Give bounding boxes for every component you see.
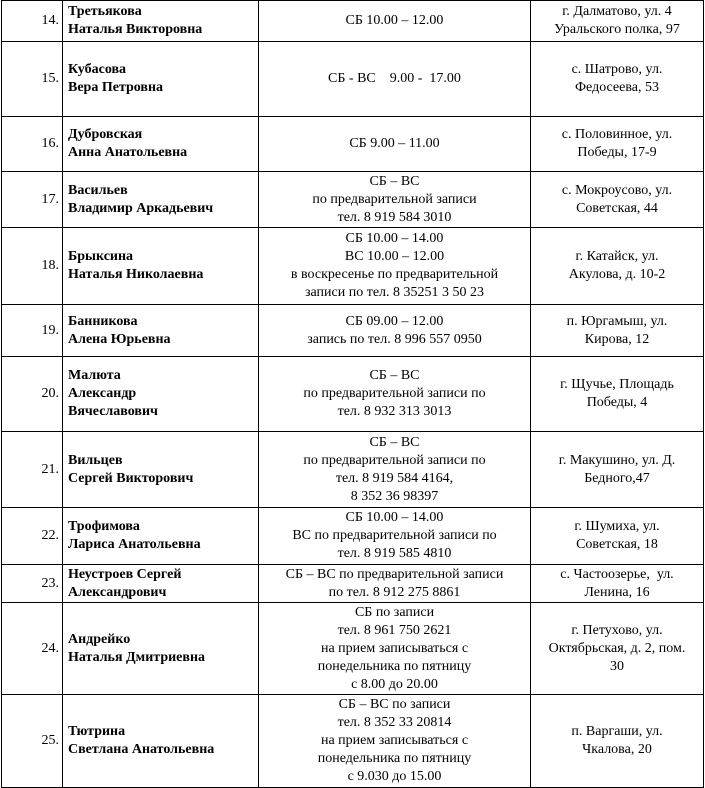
name-line: Лариса Анатольевна: [68, 537, 201, 552]
name-line: Банникова: [68, 313, 138, 329]
name-line: Васильев: [68, 182, 128, 198]
address-line: Советская, 18: [576, 537, 658, 552]
reception-schedule: [259, 305, 531, 357]
person-name: [63, 695, 259, 788]
table-row: [2, 172, 704, 228]
table-row: [2, 565, 704, 603]
address-line: 30: [610, 658, 624, 674]
reception-schedule: [259, 42, 531, 117]
table-row: [2, 117, 704, 172]
schedule-line: СБ - ВС 9.00 - 17.00: [328, 71, 461, 86]
name-line: Вильцев: [68, 452, 123, 468]
address: [531, 42, 704, 117]
name-line: Андрейко: [68, 631, 131, 647]
table-row: [2, 305, 704, 357]
address-line: г. Катайск, ул.: [575, 249, 659, 264]
person-name: [63, 603, 259, 695]
address-line: с. Частоозерье, ул.: [560, 566, 674, 582]
schedule-line: по тел. 8 912 275 8861: [328, 584, 461, 600]
reception-schedule: [259, 228, 531, 305]
schedule-line: ВС по предварительной записи по: [292, 528, 497, 543]
address: [531, 1, 704, 42]
schedule-line: на прием записываться с: [320, 733, 469, 748]
name-line: Владимир Аркадьевич: [68, 200, 214, 216]
address-line: Уральского полка, 97: [554, 22, 680, 37]
address-line: Чкалова, 20: [582, 742, 652, 757]
schedule-line: с 8.00 до 20.00: [351, 676, 438, 692]
person-name: [63, 508, 259, 565]
name-line: Брыксина: [68, 249, 134, 264]
reception-schedule: [259, 172, 531, 228]
address: [531, 565, 704, 603]
schedule-line: СБ 09.00 – 12.00: [345, 313, 444, 329]
address-line: г. Далматово, ул. 4: [562, 4, 672, 19]
schedule-line: тел. 8 919 584 4164,: [335, 470, 454, 486]
reception-schedule: [259, 432, 531, 508]
address-line: г. Щучье, Площадь: [560, 377, 674, 392]
name-line: Наталья Николаевна: [68, 267, 204, 282]
person-name: [63, 117, 259, 172]
table-row: [2, 42, 704, 117]
address-line: г. Макушино, ул. Д.: [558, 452, 676, 468]
name-line: Вячеславович: [68, 404, 158, 419]
schedule-line: СБ – ВС: [369, 434, 420, 450]
name-line: Неустроев Сергей: [68, 566, 182, 582]
row-number: 17.: [2, 172, 63, 228]
schedule-line: СБ – ВС: [369, 368, 420, 383]
schedule-line: на прием записываться с: [320, 640, 469, 656]
address-line: п. Варгаши, ул.: [571, 724, 663, 739]
address-line: Победы, 4: [586, 395, 648, 410]
table-row: [2, 508, 704, 565]
schedule-line: ВС 10.00 – 12.00: [344, 249, 445, 264]
name-line: Наталья Дмитриевна: [68, 649, 206, 665]
person-name: [63, 305, 259, 357]
schedule-line: записи по тел. 8 35251 3 50 23: [304, 285, 485, 300]
schedule-line: по предварительной записи по: [303, 452, 486, 468]
row-number: 20.: [2, 357, 63, 432]
reception-schedule: [259, 117, 531, 172]
address-line: г. Шумиха, ул.: [574, 519, 660, 534]
schedule-line: с 9.030 до 15.00: [347, 769, 442, 784]
schedule-table: [1, 0, 704, 788]
address: [531, 305, 704, 357]
schedule-line: СБ 9.00 – 11.00: [349, 136, 440, 151]
row-number: 21.: [2, 432, 63, 508]
row-number: 25.: [2, 695, 63, 788]
schedule-line: СБ по записи: [354, 604, 435, 620]
address-line: Федосеева, 53: [574, 80, 659, 95]
address-line: г. Петухово, ул.: [571, 622, 663, 638]
address: [531, 172, 704, 228]
schedule-line: СБ 10.00 – 14.00: [345, 231, 444, 246]
row-number: 22.: [2, 508, 63, 565]
schedule-line: СБ 10.00 – 12.00: [345, 13, 444, 28]
reception-schedule: [259, 603, 531, 695]
address: [531, 357, 704, 432]
row-number: 24.: [2, 603, 63, 695]
schedule-line: тел. 8 919 584 3010: [337, 209, 452, 225]
name-line: Вера Петровна: [68, 80, 164, 95]
address-line: Бедного,47: [584, 470, 650, 486]
row-number: 15.: [2, 42, 63, 117]
table-row: [2, 357, 704, 432]
address: [531, 695, 704, 788]
address-line: п. Юргамыш, ул.: [566, 313, 668, 329]
schedule-line: понедельника по пятницу: [317, 751, 472, 766]
person-name: [63, 172, 259, 228]
address-line: Кирова, 12: [584, 331, 650, 347]
table-row: [2, 432, 704, 508]
person-name: [63, 1, 259, 42]
name-line: Тютрина: [68, 724, 126, 739]
name-line: Трофимова: [68, 519, 140, 534]
name-line: Александрович: [68, 584, 167, 600]
reception-schedule: [259, 357, 531, 432]
row-number: 14.: [2, 1, 63, 42]
schedule-line: тел. 8 932 313 3013: [337, 404, 452, 419]
name-line: Малюта: [68, 368, 121, 383]
address-line: Ленина, 16: [584, 584, 650, 600]
row-number: 23.: [2, 565, 63, 603]
name-line: Алена Юрьевна: [68, 331, 171, 347]
reception-schedule: [259, 695, 531, 788]
address: [531, 117, 704, 172]
name-line: Сергей Викторович: [68, 470, 194, 486]
schedule-line: СБ – ВС по предварительной записи: [285, 566, 504, 582]
reception-schedule: [259, 508, 531, 565]
address: [531, 508, 704, 565]
table-row: [2, 695, 704, 788]
reception-schedule: [259, 565, 531, 603]
table-body: [2, 1, 704, 788]
person-name: [63, 42, 259, 117]
person-name: [63, 357, 259, 432]
table-row: [2, 603, 704, 695]
schedule-line: тел. 8 352 33 20814: [337, 715, 452, 730]
name-line: Наталья Викторовна: [68, 22, 203, 37]
schedule-line: по предварительной записи по: [303, 386, 486, 401]
address-line: с. Половинное, ул.: [561, 127, 673, 142]
name-line: Кубасова: [68, 62, 127, 77]
address-line: с. Мокроусово, ул.: [561, 182, 673, 198]
name-line: Дубровская: [68, 127, 143, 142]
schedule-line: СБ 10.00 – 14.00: [345, 510, 444, 525]
schedule-line: запись по тел. 8 996 557 0950: [307, 331, 482, 347]
address: [531, 432, 704, 508]
row-number: 18.: [2, 228, 63, 305]
schedule-line: СБ – ВС по записи: [338, 697, 451, 712]
address: [531, 603, 704, 695]
schedule-line: в воскресенье по предварительной: [290, 267, 499, 282]
schedule-line: СБ – ВС: [369, 173, 420, 189]
name-line: Александр: [68, 386, 137, 401]
person-name: [63, 432, 259, 508]
address-line: Октябрьская, д. 2, пом.: [548, 640, 686, 656]
reception-schedule: [259, 1, 531, 42]
schedule-line: тел. 8 919 585 4810: [337, 546, 452, 561]
address-line: Акулова, д. 10-2: [568, 267, 666, 282]
row-number: 19.: [2, 305, 63, 357]
address-line: с. Шатрово, ул.: [571, 62, 663, 77]
address-line: Победы, 17-9: [577, 145, 657, 160]
schedule-line: 8 352 36 98397: [350, 488, 439, 504]
schedule-line: понедельника по пятницу: [317, 658, 472, 674]
name-line: Третьякова: [68, 4, 142, 19]
row-number: 16.: [2, 117, 63, 172]
table-row: [2, 228, 704, 305]
address: [531, 228, 704, 305]
name-line: Анна Анатольевна: [68, 145, 188, 160]
person-name: [63, 228, 259, 305]
address-line: Советская, 44: [576, 200, 658, 216]
schedule-line: тел. 8 961 750 2621: [337, 622, 452, 638]
person-name: [63, 565, 259, 603]
table-row: [2, 1, 704, 42]
schedule-line: по предварительной записи: [312, 191, 477, 207]
name-line: Светлана Анатольевна: [68, 742, 215, 757]
